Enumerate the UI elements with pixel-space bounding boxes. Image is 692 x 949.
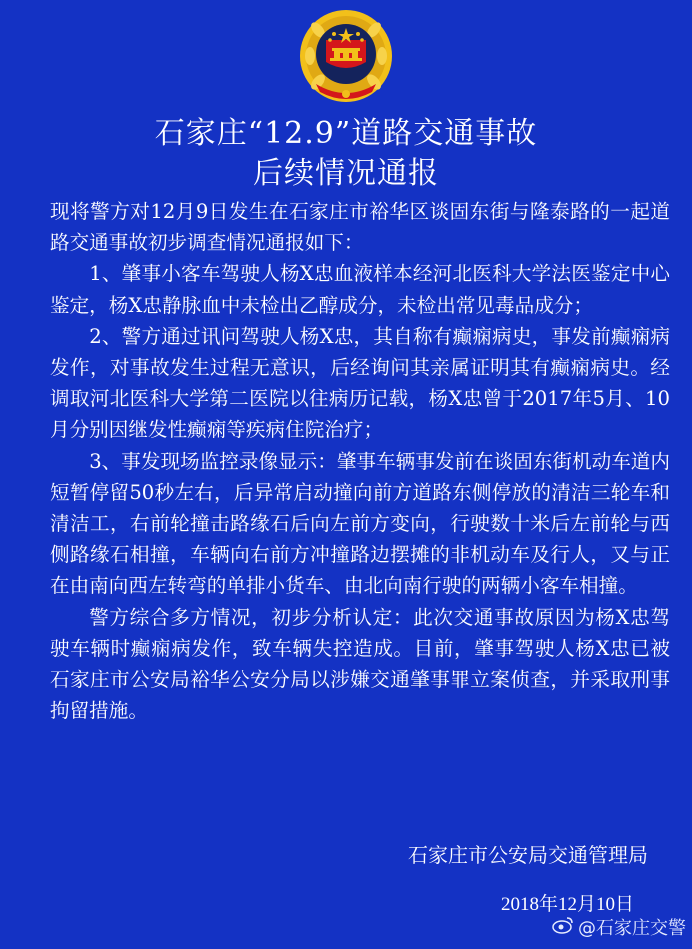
- police-emblem-icon: [296, 6, 396, 106]
- document-title-line-2: 后续情况通报: [253, 156, 439, 191]
- issuer-signature: 石家庄市公安局交通管理局: [408, 843, 648, 867]
- document-title-line-1: 石家庄“12.9”道路交通事故: [154, 116, 538, 151]
- paragraph-item-2: 2、警方通过讯问驾驶人杨X忠，其自称有癫痫病史，事发前癫痫病发作，对事故发生过程无意识，后经询问其亲属证明其有癫痫病史。经调取河北医科大学第二医院以往病历记载，杨X忠曾于2017年5月、10月分别因继发性癫痫等疾病住院治疗；: [50, 324, 670, 442]
- notice-body: [50, 196, 670, 726]
- intro-paragraph: 现将警方对12月9日发生在石家庄市裕华区谈固东街与隆泰路的一起道路交通事故初步调查情况通报如下：: [50, 200, 670, 255]
- paragraph-item-1: 1、肇事小客车驾驶人杨X忠血液样本经河北医科大学法医鉴定中心鉴定，杨X忠静脉血中未检出乙醇成分，未检出常见毒品成分；: [50, 262, 670, 317]
- weibo-icon: [552, 916, 574, 942]
- issue-date: 2018年12月10日: [500, 894, 634, 915]
- paragraph-item-3: 3、事发现场监控录像显示：肇事车辆事发前在谈固东街机动车道内短暂停留50秒左右，后异常启动撞向前方道路东侧停放的清洁三轮车和清洁工，右前轮撞击路缘石后向左前方变向，行驶数十米后左前轮与西侧路缘石相撞，车辆向右前方冲撞路边摆摊的非机动车及行人，又与正在由南向西左转弯的单排小货车、由北向南行驶的两辆小客车相撞。: [50, 449, 670, 598]
- weibo-watermark: [552, 916, 686, 942]
- watermark-text: @石家庄交警: [578, 918, 686, 939]
- conclusion-paragraph: 警方综合多方情况，初步分析认定：此次交通事故原因为杨X忠驾驶车辆时癫痫病发作，致车辆失控造成。目前，肇事驾驶人杨X忠已被石家庄市公安局裕华公安分局以涉嫌交通肇事罪立案侦查，并采取刑事拘留措施。: [50, 605, 670, 723]
